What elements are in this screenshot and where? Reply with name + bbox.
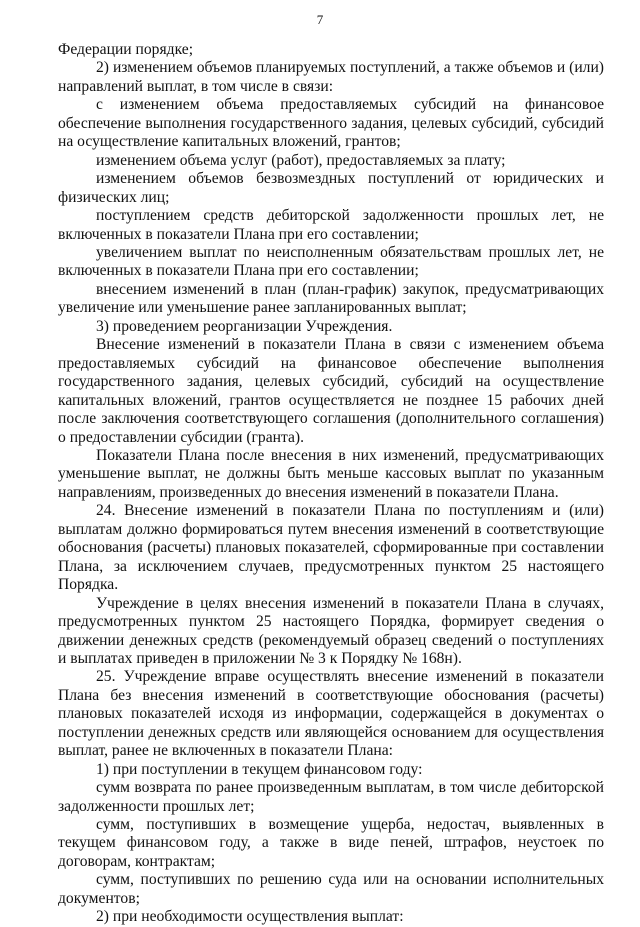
paragraph: 2) при необходимости осуществления выплат: — [96, 908, 404, 926]
paragraph: 24. Внесение изменений в показатели Плана по поступлениям и (или) выплатам должно формироваться путем внесения изменений в соответствующие обоснования (расчеты) плановых показателей, сформированные при составлении Плана, за исключением случаев, предусмотренных пунктом 25 настоящего Порядка. — [58, 502, 604, 594]
paragraph: внесением изменений в план (план-график) закупок, предусматривающих увеличение или уменьшение ранее запланированных выплат; — [58, 280, 604, 317]
paragraph: сумм возврата по ранее произведенным выплатам, в том числе дебиторской задолженности прошлых лет; — [58, 779, 604, 815]
paragraph: увеличением выплат по неисполненным обязательствам прошлых лет, не включенных в показатели Плана при его составлении; — [58, 243, 604, 280]
paragraph: Внесение изменений в показатели Плана в связи с изменением объема предоставляемых субсидий на финансовое обеспечение выполнения государственного задания, целевых субсидий, субсидий на осуществление капитальных вложений, грантов осуществляется не позднее 15 рабочих дней после заключения соответствующего соглашения (дополнительного соглашения) о предоставлении субсидии (гранта). — [58, 336, 604, 446]
paragraph: Федерации порядке; — [58, 41, 194, 58]
paragraph: изменением объемов безвозмездных поступлений от юридических и физических лиц; — [58, 170, 604, 206]
paragraph: 1) при поступлении в текущем финансовом году: — [96, 760, 423, 778]
paragraph: 3) проведением реорганизации Учреждения. — [96, 317, 393, 335]
paragraph: Учреждение в целях внесения изменений в показатели Плана в случаях, предусмотренных пунктом 25 настоящего Порядка, формирует сведения о движении денежных средств (рекомендуемый образец сведений о поступлениях и выплатах приведен в приложении № 3 к Порядку № 168н). — [58, 594, 604, 667]
paragraph: 25. Учреждение вправе осуществлять внесение изменений в показатели Плана без внесения изменений в соответствующие обоснования (расчеты) плановых показателей исходя из информации, содержащейся в документах о поступлении денежных средств или являющейся основанием для осуществления выплат, ранее не включенных в показатели Плана: — [58, 668, 604, 760]
paragraph: сумм, поступивших по решению суда или на основании исполнительных документов; — [58, 871, 604, 907]
paragraph: с изменением объема предоставляемых субсидий на финансовое обеспечение выполнения государственного задания, целевых субсидий, субсидий на осуществление капитальных вложений, грантов; — [58, 96, 604, 151]
paragraph: 2) изменением объемов планируемых поступлений, а также объемов и (или) направлений выплат, в том числе в связи: — [58, 59, 604, 95]
paragraph: поступлением средств дебиторской задолженности прошлых лет, не включенных в показатели Плана при его составлении; — [58, 207, 604, 243]
paragraph: сумм, поступивших в возмещение ущерба, недостач, выявленных в текущем финансовом году, а также в виде пеней, штрафов, неустоек по договорам, контрактам; — [58, 816, 604, 870]
paragraph: изменением объема услуг (работ), предоставляемых за плату; — [96, 151, 506, 169]
document-body — [58, 41, 604, 927]
paragraph: Показатели Плана после внесения в них изменений, предусматривающих уменьшение выплат, не должны быть меньше кассовых выплат по указанным направлениям, произведенных до внесения изменений в показатели Плана. — [58, 446, 604, 501]
page-number: 7 — [316, 12, 324, 27]
